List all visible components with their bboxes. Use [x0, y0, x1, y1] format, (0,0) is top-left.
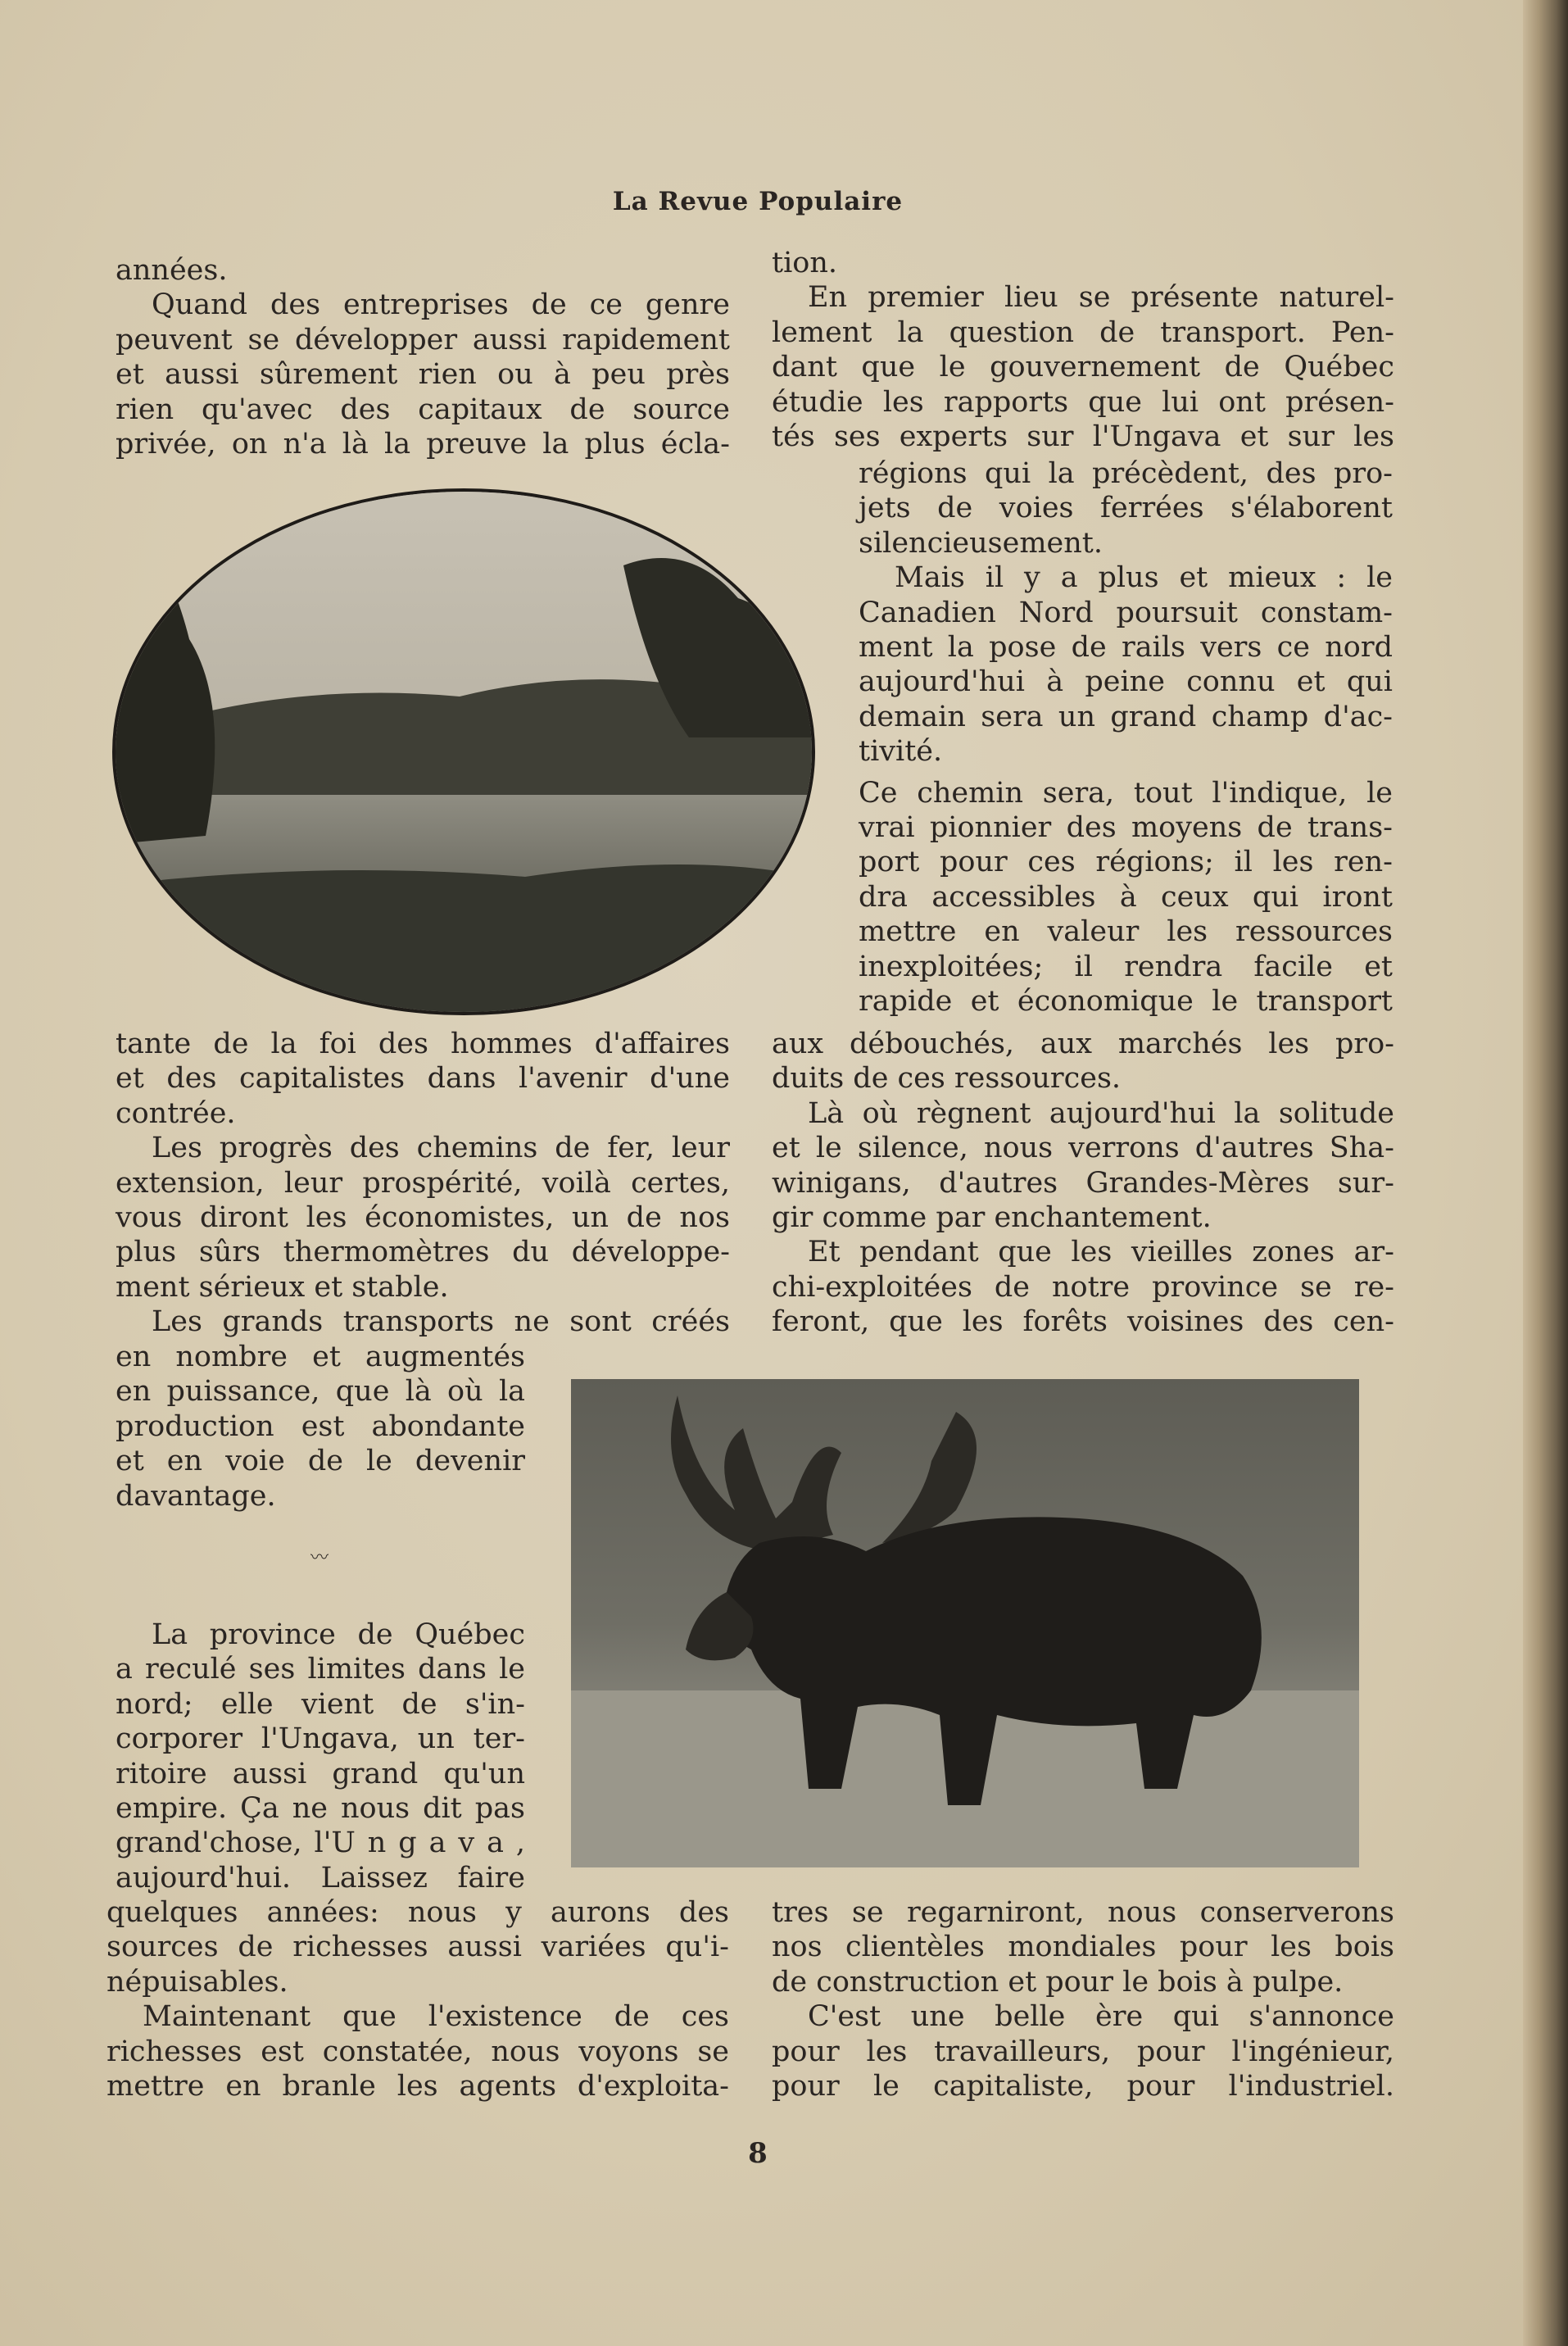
text-line: mettre en branle les agents d'exploita-	[106, 2070, 729, 2103]
text-line: a reculé ses limites dans le	[116, 1653, 525, 1686]
text-line: Maintenant que l'existence de ces	[143, 2000, 729, 2034]
text-line: Ce chemin sera, tout l'indique, le	[859, 776, 1393, 810]
text-line: aujourd'hui. Laissez faire	[116, 1861, 525, 1894]
text-line: La province de Québec	[152, 1618, 525, 1651]
text-line: port pour ces régions; il les ren-	[859, 846, 1393, 879]
text-line: en puissance, que là où la	[116, 1375, 525, 1409]
left-column-narrow-a	[116, 1340, 525, 1513]
text-line: production est abondante	[116, 1409, 525, 1443]
text-line: C'est une belle ère qui s'annonce	[808, 2000, 1394, 2034]
text-line: nord; elle vient de s'in-	[116, 1687, 525, 1721]
text-line: gir comme par enchantement.	[772, 1201, 1212, 1235]
text-line: sources de richesses aussi variées qu'i-	[106, 1931, 729, 1964]
text-line: de construction et pour le bois à pulpe.	[772, 1965, 1344, 1999]
binding-edge	[1523, 0, 1568, 2346]
lake-photo	[112, 488, 815, 1015]
text-line: pour le capitaliste, pour l'industriel.	[772, 2070, 1394, 2103]
text-line: demain sera un grand champ d'ac-	[859, 700, 1393, 733]
text-line: rien qu'avec des capitaux de source	[116, 393, 730, 426]
section-divider-ornament: 〰	[310, 1548, 329, 1568]
right-column-middle	[772, 1027, 1394, 1340]
text-line: années.	[116, 254, 228, 287]
text-line: Quand des entreprises de ce genre	[152, 288, 730, 322]
text-line: empire. Ça ne nous dit pas	[116, 1792, 525, 1826]
text-line: Les progrès des chemins de fer, leur	[152, 1132, 730, 1165]
text-line: chi-exploitées de notre province se re-	[772, 1270, 1394, 1304]
text-line: et aussi sûrement rien ou à peu près	[116, 358, 730, 392]
left-column-bottom	[106, 1895, 729, 2103]
text-line: tion.	[772, 247, 837, 279]
text-line: vous diront les économistes, un de nos	[116, 1201, 730, 1235]
running-head: La Revue Populaire	[612, 187, 904, 216]
text-line: tante de la foi des hommes d'affaires	[116, 1028, 730, 1060]
text-line: dra accessibles à ceux qui iront	[859, 880, 1393, 914]
left-column-middle	[116, 1027, 730, 1340]
text-line: népuisables.	[106, 1965, 288, 1999]
text-line: régions qui la précèdent, des pro-	[859, 457, 1393, 490]
text-line: et le silence, nous verrons d'autres Sha-	[772, 1132, 1394, 1165]
text-line: dant que le gouvernement de Québec	[772, 351, 1394, 384]
text-line: et des capitalistes dans l'avenir d'une	[116, 1062, 730, 1096]
right-column-inset	[859, 456, 1393, 1019]
text-line: et en voie de le devenir	[116, 1445, 525, 1478]
right-column-top	[772, 246, 1394, 454]
moose-photo	[571, 1379, 1359, 1867]
text-line: Les grands transports ne sont créés	[152, 1305, 730, 1339]
text-line: nos clientèles mondiales pour les bois	[772, 1931, 1394, 1964]
lake-illustration	[116, 492, 812, 1012]
text-line: inexploitées; il rendra facile et	[859, 950, 1393, 983]
text-line: étudie les rapports que lui ont présen-	[772, 385, 1394, 419]
text-line: rapide et économique le transport	[859, 985, 1393, 1019]
text-line: quelques années: nous y aurons des	[106, 1896, 729, 1929]
text-line: silencieusement.	[859, 526, 1103, 560]
page-number: 8	[748, 2137, 768, 2170]
text-line: ritoire aussi grand qu'un	[116, 1757, 525, 1790]
text-line: corporer l'Ungava, un ter-	[116, 1722, 525, 1756]
text-line: en nombre et augmentés	[116, 1341, 525, 1373]
text-line: vrai pionnier des moyens de trans-	[859, 811, 1393, 845]
text-line: ment sérieux et stable.	[116, 1270, 449, 1304]
text-line: duits de ces ressources.	[772, 1062, 1122, 1096]
text-line: jets de voies ferrées s'élaborent	[859, 492, 1393, 525]
text-line: ment la pose de rails vers ce nord	[859, 631, 1393, 665]
text-line: contrée.	[116, 1096, 236, 1130]
text-line: aux débouchés, aux marchés les pro-	[772, 1028, 1394, 1060]
text-line: richesses est constatée, nous voyons se	[106, 2035, 729, 2068]
text-line: pour les travailleurs, pour l'ingénieur,	[772, 2035, 1394, 2068]
text-line: feront, que les forêts voisines des cen-	[772, 1305, 1394, 1339]
text-line: mettre en valeur les ressources	[859, 915, 1393, 949]
text-line: lement la question de transport. Pen-	[772, 315, 1394, 349]
text-line: extension, leur prospérité, voilà certes,	[116, 1166, 730, 1200]
text-line: tres se regarniront, nous conserverons	[772, 1896, 1394, 1929]
right-column-bottom	[772, 1895, 1394, 2103]
text-line: Mais il y a plus et mieux : le	[895, 561, 1393, 595]
text-line: plus sûrs thermomètres du développe-	[116, 1236, 730, 1269]
text-line: peuvent se développer aussi rapidement	[116, 323, 730, 356]
moose-illustration	[571, 1379, 1359, 1867]
text-line: En premier lieu se présente naturel-	[808, 281, 1394, 315]
text-line: grand'chose, l'U n g a v a ,	[116, 1826, 525, 1860]
text-line: privée, on n'a là la preuve la plus écla-	[116, 428, 730, 461]
left-column-narrow-b	[116, 1618, 525, 1895]
text-line: Canadien Nord poursuit constam-	[859, 596, 1393, 629]
text-line: winigans, d'autres Grandes-Mères sur-	[772, 1166, 1394, 1200]
text-line: aujourd'hui à peine connu et qui	[859, 665, 1393, 699]
left-column-top	[116, 253, 730, 461]
text-line: davantage.	[116, 1479, 276, 1513]
text-line: Là où règnent aujourd'hui la solitude	[808, 1096, 1394, 1130]
text-line: tés ses experts sur l'Ungava et sur les	[772, 420, 1394, 454]
text-line: Et pendant que les vieilles zones ar-	[808, 1236, 1394, 1269]
text-line: tivité.	[859, 735, 943, 769]
